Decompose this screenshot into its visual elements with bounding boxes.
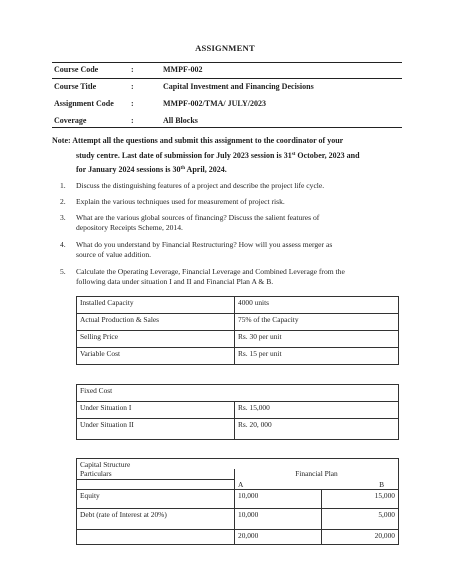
table-cell: 10,000 (235, 490, 322, 509)
table-header: Fixed Cost (77, 385, 399, 402)
plan-b-header: B (322, 480, 399, 490)
table-row (77, 348, 399, 365)
course-code-label: Course Code (54, 65, 99, 74)
colon: : (131, 82, 134, 91)
table-cell: Variable Cost (77, 348, 235, 365)
fixed-cost-table (76, 384, 399, 440)
table-row (77, 459, 399, 470)
coverage-label: Coverage (54, 116, 87, 125)
course-title-row (52, 82, 402, 93)
table-cell: Equity (77, 490, 235, 509)
table-row (77, 419, 399, 440)
table-row (77, 297, 399, 314)
colon: : (131, 116, 134, 125)
table-cell (77, 530, 235, 545)
table-cell: Rs. 30 per unit (235, 331, 399, 348)
course-code-row (52, 65, 402, 76)
note-line: study centre. Last date of submission for July 2023 session is 31st October, 2023 and (76, 150, 360, 160)
colon: : (131, 99, 134, 108)
divider (52, 78, 402, 79)
table-cell: Rs. 15 per unit (235, 348, 399, 365)
assignment-code-label: Assignment Code (54, 99, 114, 108)
colon: : (131, 65, 134, 74)
table-row (77, 314, 399, 331)
table-cell: Actual Production & Sales (77, 314, 235, 331)
page-title: ASSIGNMENT (195, 43, 255, 53)
question-2: 2. Explain the various techniques used for measurement of project risk. (60, 197, 285, 206)
table-row (77, 402, 399, 419)
question-5: 5. Calculate the Operating Leverage, Financial Leverage and Combined Leverage from the following data under situation I and II and Financial Plan A & B. (60, 267, 345, 286)
table-row (77, 469, 399, 480)
table-row (77, 331, 399, 348)
table-cell: Installed Capacity (77, 297, 235, 314)
assignment-code-value: MMPF-002/TMA/ JULY/2023 (163, 99, 267, 108)
table-cell: 10,000 (235, 509, 322, 530)
course-code-value: MMPF-002 (163, 65, 203, 74)
table-row (77, 530, 399, 545)
coverage-row (52, 116, 402, 127)
particulars-header: Particulars (77, 469, 235, 480)
table-header: Capital Structure (77, 459, 399, 470)
assignment-code-row (52, 99, 402, 110)
question-1: 1. Discuss the distinguishing features of a project and describe the project life cycle. (60, 181, 325, 190)
divider (52, 62, 402, 63)
table-row (77, 385, 399, 402)
table-cell: 4000 units (235, 297, 399, 314)
plan-a-header: A (235, 480, 322, 490)
table-cell: Debt (rate of Interest at 20%) (77, 509, 235, 530)
note-block (52, 134, 404, 178)
capacity-table (76, 296, 399, 365)
question-3: 3. What are the various global sources of financing? Discuss the salient features of depository Receipts Scheme, 2014. (60, 213, 320, 232)
table-cell: 75% of the Capacity (235, 314, 399, 331)
question-4: 4. What do you understand by Financial Restructuring? How will you assess merger as source of value addition. (60, 240, 333, 259)
capital-structure-table (76, 458, 399, 545)
note-line: for January 2024 sessions is 30th April, 2024. (76, 165, 227, 174)
divider (52, 127, 402, 128)
table-cell: Rs. 20, 000 (235, 419, 399, 440)
course-title-value: Capital Investment and Financing Decisions (163, 82, 314, 91)
table-cell: Rs. 15,000 (235, 402, 399, 419)
table-cell: 20,000 (322, 530, 399, 545)
table-cell: 20,000 (235, 530, 322, 545)
financial-plan-header: Financial Plan (235, 469, 399, 480)
table-row (77, 480, 399, 490)
table-cell: 15,000 (322, 490, 399, 509)
table-cell: 5,000 (322, 509, 399, 530)
table-row (77, 509, 399, 530)
note-line: Note: Attempt all the questions and submit this assignment to the coordinator of your (52, 136, 344, 145)
table-cell: Selling Price (77, 331, 235, 348)
coverage-value: All Blocks (163, 116, 198, 125)
table-cell: Under Situation II (77, 419, 235, 440)
table-row (77, 490, 399, 509)
table-cell: Under Situation I (77, 402, 235, 419)
course-title-label: Course Title (54, 82, 97, 91)
